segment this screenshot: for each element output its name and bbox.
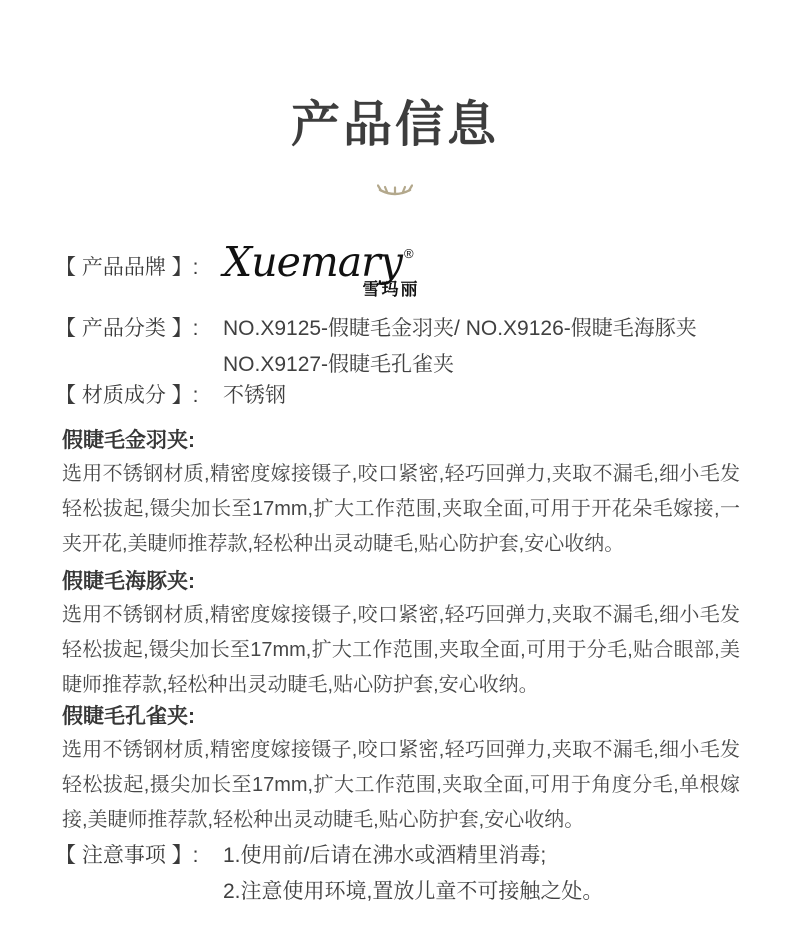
note-item-2: 2.注意使用环境,置放儿童不可接触之处。 xyxy=(223,880,604,903)
note-item-1: 1.使用前/后请在沸水或酒精里消毒; xyxy=(223,844,547,867)
category-value xyxy=(223,311,697,383)
brand-logo-wordmark: Xuemary xyxy=(223,238,402,286)
eyelash-icon xyxy=(377,183,413,201)
category-label: 【 产品分类 】: xyxy=(55,317,199,340)
material-label: 【 材质成分 】: xyxy=(55,384,199,407)
category-row xyxy=(55,311,697,383)
category-line-2: NO.X9127-假睫毛孔雀夹 xyxy=(223,353,455,376)
section-heading: 假睫毛海豚夹: xyxy=(62,570,195,593)
section-dolphin-tweezer xyxy=(62,566,740,703)
section-peacock-tweezer xyxy=(62,701,740,838)
registered-trademark-icon: ® xyxy=(403,246,414,261)
category-line-1: NO.X9125-假睫毛金羽夹/ NO.X9126-假睫毛海豚夹 xyxy=(223,317,697,340)
section-body: 选用不锈钢材质,精密度嫁接镊子,咬口紧密,轻巧回弹力,夹取不漏毛,细小毛发轻松拔起,镊尖加长至17mm,扩大工作范围,夹取全面,可用于分毛,贴合眼部,美睫师推荐款,轻松种出灵动睫毛,贴心防护套,安心收纳。 xyxy=(62,604,740,696)
page-title: 产品信息 xyxy=(290,98,499,152)
material-row xyxy=(55,378,286,414)
brand-logo xyxy=(223,238,438,298)
material-value: 不锈钢 xyxy=(223,384,286,407)
notes-label: 【 注意事项 】: xyxy=(55,844,199,867)
section-heading: 假睫毛孔雀夹: xyxy=(62,705,195,728)
brand-row xyxy=(55,238,438,298)
section-golden-feather-tweezer xyxy=(62,425,740,562)
brand-label: 【 产品品牌 】: xyxy=(55,256,199,279)
section-heading: 假睫毛金羽夹: xyxy=(62,429,195,452)
notes-list xyxy=(223,838,603,910)
section-body: 选用不锈钢材质,精密度嫁接镊子,咬口紧密,轻巧回弹力,夹取不漏毛,细小毛发轻松拔起,摄尖加长至17mm,扩大工作范围,夹取全面,可用于角度分毛,单根嫁接,美睫师推荐款,轻松种出灵动睫毛,贴心防护套,安心收纳。 xyxy=(62,739,740,831)
notes-row xyxy=(55,838,603,910)
section-body: 选用不锈钢材质,精密度嫁接镊子,咬口紧密,轻巧回弹力,夹取不漏毛,细小毛发轻松拔起,镊尖加长至17mm,扩大工作范围,夹取全面,可用于开花朵毛嫁接,一夹开花,美睫师推荐款,轻松种出灵动睫毛,贴心防护套,安心收纳。 xyxy=(62,463,740,555)
brand-logo-chinese: 雪玛丽 xyxy=(362,280,420,299)
